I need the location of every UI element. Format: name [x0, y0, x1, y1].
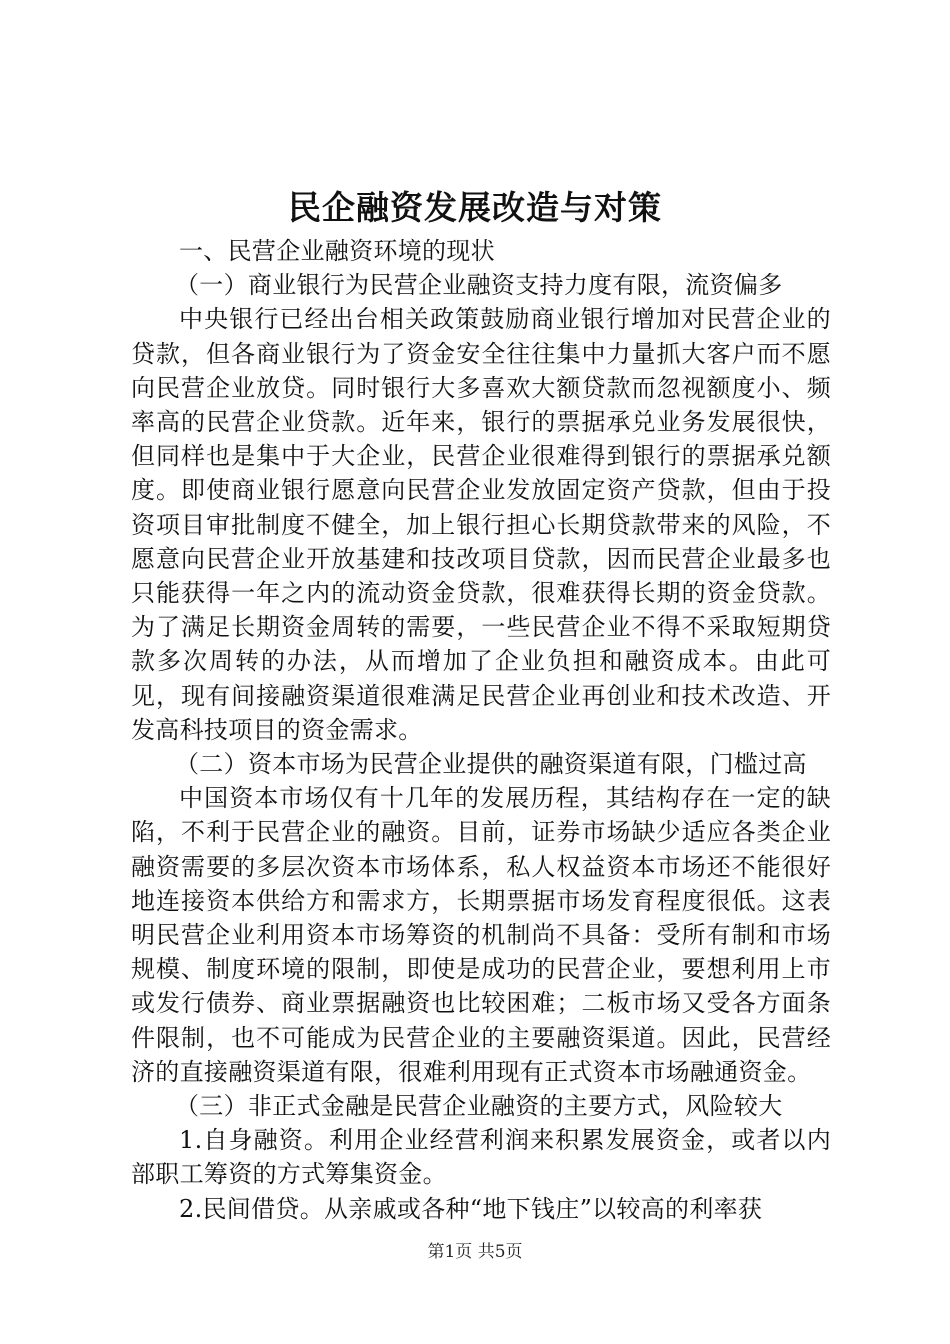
body-paragraph: 中央银行已经出台相关政策鼓励商业银行增加对民营企业的贷款，但各商业银行为了资金安全往往集中力量抓大客户而不愿向民营企业放贷。同时银行大多喜欢大额贷款而忽视额度小、频率高的民营企业贷款。近年来，银行的票据承兑业务发展很快，但同样也是集中于大企业，民营企业很难得到银行的票据承兑额度。即使商业银行愿意向民营企业发放固定资产贷款，但由于投资项目审批制度不健全，加上银行担心长期贷款带来的风险，不愿意向民营企业开放基建和技改项目贷款，因而民营企业最多也只能获得一年之内的流动资金贷款，很难获得长期的资金贷款。为了满足长期资金周转的需要，一些民营企业不得不采取短期贷款多次周转的办法，从而增加了企业负担和融资成本。由此可见，现有间接融资渠道很难满足民营企业再创业和技术改造、开发高科技项目的资金需求。	[131, 305, 831, 744]
body-paragraph: 1.自身融资。利用企业经营利润来积累发展资金，或者以内部职工筹资的方式筹集资金。	[131, 1126, 831, 1189]
page-footer: 第1页 共5页	[427, 1242, 523, 1262]
subsection-heading: （一）商业银行为民营企业融资支持力度有限，流资偏多	[175, 271, 783, 300]
body-paragraph: 2.民间借贷。从亲戚或各种“地下钱庄”以较高的利率获	[179, 1194, 763, 1223]
body-paragraph: 中国资本市场仅有十几年的发展历程，其结构存在一定的缺陷，不利于民营企业的融资。目前，证券市场缺少适应各类企业融资需要的多层次资本市场体系，私人权益资本市场还不能很好地连接资本供给方和需求方，长期票据市场发育程度很低。这表明民营企业利用资本市场筹资的机制尚不具备：受所有制和市场规模、制度环境的限制，即使是成功的民营企业，要想利用上市或发行债券、商业票据融资也比较困难；二板市场又受各方面条件限制，也不可能成为民营企业的主要融资渠道。因此，民营经济的直接融资渠道有限，很难利用现有正式资本市场融通资金。	[131, 784, 831, 1086]
document-body	[131, 234, 831, 1226]
document-title: 民企融资发展改造与对策	[288, 188, 662, 227]
section-heading: 一、民营企业融资环境的现状	[179, 237, 495, 265]
subsection-heading: （三）非正式金融是民营企业融资的主要方式，风险较大	[175, 1092, 783, 1121]
subsection-heading: （二）资本市场为民营企业提供的融资渠道有限，门槛过高	[175, 750, 807, 779]
